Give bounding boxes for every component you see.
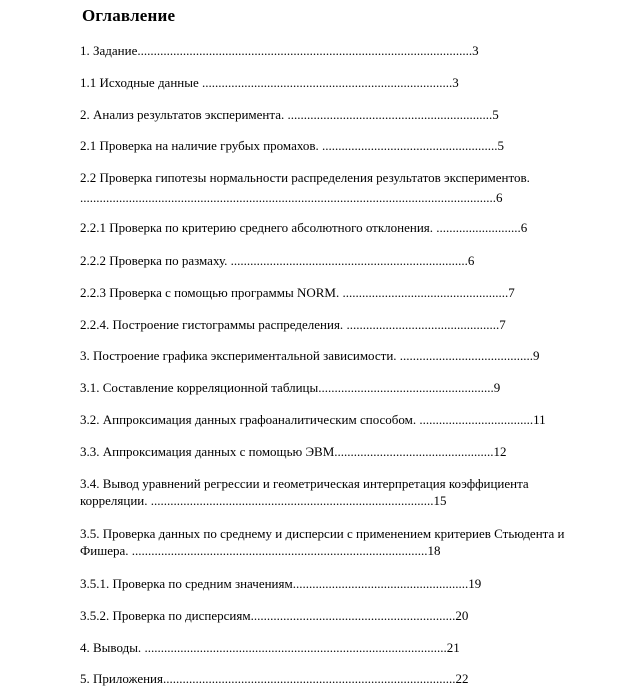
toc-page-number: 15 <box>433 493 447 508</box>
toc-entry-label: 3.5. Проверка данных по среднему и дисперсии с применением критериев Стьюдента и <box>80 526 565 541</box>
toc-entry-label-continuation: Фишера. <box>80 543 132 558</box>
toc-entry[interactable] <box>80 379 500 396</box>
toc-leader-dots: ....................................................................................................... <box>137 43 473 58</box>
toc-entry[interactable] <box>80 670 468 687</box>
toc-entry-label: 2.2.1 Проверка по критерию среднего абсолютного отклонения. <box>80 220 437 235</box>
toc-entry[interactable] <box>80 347 540 364</box>
toc-entry[interactable] <box>80 284 515 301</box>
toc-entry-label: 3.5.2. Проверка по дисперсиям <box>80 608 251 623</box>
toc-entry[interactable] <box>80 106 499 123</box>
toc-entry-label: 2.2 Проверка гипотезы нормальности распределения результатов экспериментов. <box>80 170 530 185</box>
toc-entry-label: 2.1 Проверка на наличие грубых промахов. <box>80 138 322 153</box>
toc-leader-dots: .......................... <box>436 220 521 235</box>
toc-page-number: 5 <box>497 138 504 153</box>
toc-leader-dots: ............................................................... <box>287 107 493 122</box>
toc-entry-label: 3.5.1. Проверка по средним значениям <box>80 576 293 591</box>
toc-leader-dots: ...................................................... <box>322 138 498 153</box>
toc-page-number: 6 <box>496 190 503 205</box>
toc-page-number: 6 <box>467 253 475 268</box>
toc-leader-dots: ........................................................................................... <box>131 543 428 558</box>
toc-entry-label: 3. Построение графика экспериментальной зависимости. <box>80 348 400 363</box>
toc-leader-dots: ................................................................................................................................ <box>80 190 496 205</box>
toc-page-number: 3 <box>452 75 459 90</box>
toc-page-number: 6 <box>520 220 528 235</box>
toc-entry[interactable] <box>80 607 468 624</box>
toc-entry-label: 5. Приложения <box>80 671 163 686</box>
toc-entry[interactable] <box>80 443 507 460</box>
toc-page-number: 5 <box>492 107 499 122</box>
toc-page-number: 19 <box>468 576 482 591</box>
toc-entry[interactable] <box>80 137 504 154</box>
toc-entry-label: 4. Выводы. <box>80 640 145 655</box>
toc-leader-dots: ............................................... <box>346 317 500 332</box>
toc-page-number: 18 <box>427 543 441 558</box>
toc-entry-label: 3.4. Вывод уравнений регрессии и геометрическая интерпретация коэффициента <box>80 476 529 491</box>
toc-entry[interactable] <box>80 252 474 269</box>
toc-entry-label: 2. Анализ результатов эксперимента. <box>80 107 288 122</box>
toc-leader-dots: ............................................................... <box>250 608 456 623</box>
toc-entry-label: 2.2.4. Построение гистограммы распределения. <box>80 317 347 332</box>
toc-page-number: 12 <box>493 444 507 459</box>
toc-entry[interactable] <box>80 475 529 509</box>
toc-page-number: 7 <box>499 317 506 332</box>
toc-entry[interactable] <box>80 74 459 91</box>
toc-entry[interactable] <box>80 639 460 656</box>
toc-entry-label: 3.3. Аппроксимация данных с помощью ЭВМ <box>80 444 335 459</box>
toc-entry-label: 2.2.2 Проверка по размаху. <box>80 253 231 268</box>
toc-leader-dots: .......................................................................................... <box>162 671 456 686</box>
toc-entry-label: 3.2. Аппроксимация данных графоаналитическим способом. <box>80 412 420 427</box>
toc-page-number: 11 <box>533 412 546 427</box>
toc-leader-dots: ................................................. <box>334 444 494 459</box>
toc-entry[interactable] <box>80 411 546 428</box>
toc-entry-label: 1.1 Исходные данные <box>80 75 202 90</box>
toc-entry-label-continuation: корреляции. <box>80 493 151 508</box>
toc-entry[interactable] <box>80 42 479 59</box>
toc-entry[interactable] <box>80 316 506 333</box>
toc-leader-dots: ................................... <box>419 412 534 427</box>
toc-entry-label: 2.2.3 Проверка с помощью программы NORM. <box>80 285 343 300</box>
toc-leader-dots: ....................................................................................... <box>150 493 434 508</box>
toc-page-number: 9 <box>533 348 540 363</box>
toc-leader-dots: ............................................................................................. <box>144 640 447 655</box>
toc-leader-dots: ......................................................................... <box>230 253 468 268</box>
toc-leader-dots: ...................................................... <box>318 380 494 395</box>
toc-page-number: 22 <box>455 671 469 686</box>
toc-leader-dots: ...................................................... <box>292 576 469 591</box>
toc-entry-label: 1. Задание <box>80 43 138 58</box>
toc-title: Оглавление <box>82 6 176 25</box>
toc-entry-label: 3.1. Составление корреляционной таблицы <box>80 380 319 395</box>
toc-leader-dots: ......................................... <box>399 348 534 363</box>
toc-entry[interactable] <box>80 169 530 206</box>
toc-page-number: 9 <box>493 380 501 395</box>
toc-leader-dots: ................................................... <box>342 285 509 300</box>
toc-entry[interactable] <box>80 575 481 592</box>
toc-page-number: 3 <box>472 43 479 58</box>
toc-page-number: 20 <box>455 608 469 623</box>
toc-entry[interactable] <box>80 219 527 236</box>
toc-entry[interactable] <box>80 525 564 559</box>
toc-page-number: 7 <box>508 285 515 300</box>
toc-leader-dots: ............................................................................. <box>202 75 453 90</box>
toc-page-number: 21 <box>446 640 460 655</box>
